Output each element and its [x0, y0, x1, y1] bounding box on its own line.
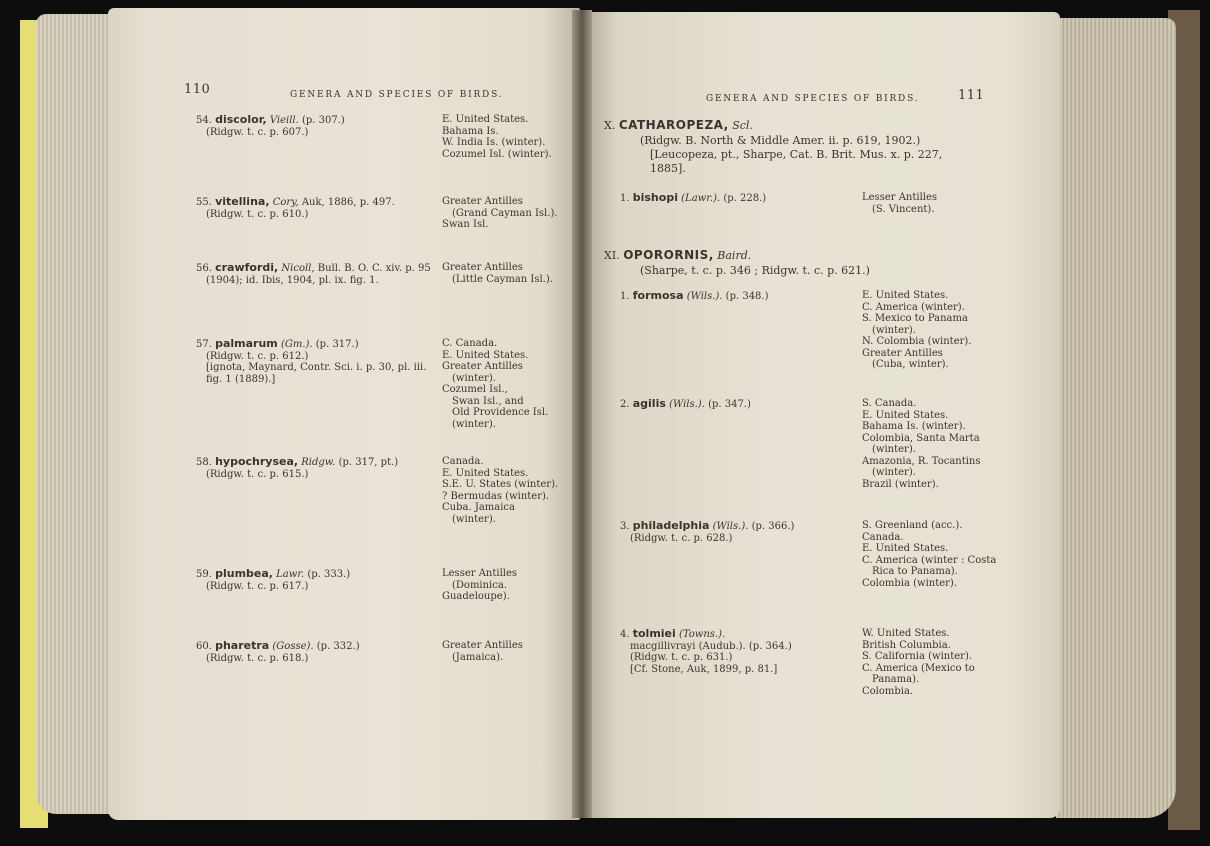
range-line: Colombia (winter).: [862, 577, 958, 589]
range-line: Guadeloupe).: [442, 591, 510, 602]
species-number: 4.: [620, 629, 633, 640]
species-range: [442, 114, 552, 160]
range-line: Greater Antilles: [442, 196, 523, 207]
species-ref-line: [Cf. Stone, Auk, 1899, p. 81.]: [630, 663, 778, 675]
species-author: (Wils.).: [686, 291, 723, 302]
range-line: Colombia.: [862, 685, 914, 697]
species-ref-line: macgillivrayi (Audub.). (p. 364.): [630, 640, 792, 652]
range-line: Brazil (winter).: [862, 478, 939, 490]
genus-x-refs: [640, 134, 942, 176]
species-number: 57.: [196, 339, 216, 350]
species-name: palmarum: [215, 337, 278, 350]
range-line: (Cuba, winter).: [872, 359, 949, 370]
right-running-head: GENERA AND SPECIES OF BIRDS.: [706, 94, 920, 104]
species-name: formosa: [632, 289, 684, 302]
species-ref-line: (Ridgw. t. c. p. 615.): [206, 468, 309, 480]
species-range: [442, 196, 558, 231]
species-author: Nicoll,: [281, 263, 315, 274]
species-author: (Towns.).: [678, 629, 726, 640]
species-range: [862, 398, 981, 490]
species-author: (Gosse).: [272, 641, 314, 652]
genus-x-ref-line: 1885].: [650, 162, 686, 175]
species-line: [196, 568, 350, 581]
species-line: [196, 196, 395, 209]
range-line: E. United States.: [442, 349, 529, 361]
species-line: [196, 456, 398, 469]
species-author: Vieill.: [269, 115, 299, 126]
species-ref: Bull. B. O. C. xiv. p. 95: [317, 263, 431, 274]
species-number: 58.: [196, 457, 216, 468]
range-line: (winter).: [872, 467, 916, 478]
range-line: Lesser Antilles: [442, 568, 518, 579]
range-line: S. Canada.: [862, 398, 917, 409]
species-number: 59.: [196, 569, 216, 580]
species-entry: [196, 640, 360, 664]
genus-xi-heading: [604, 248, 751, 263]
range-line: Greater Antilles: [442, 640, 523, 651]
species-name: crawfordi,: [215, 261, 279, 274]
range-line: Lesser Antilles: [862, 192, 938, 203]
species-ref-line: (Ridgw. t. c. p. 610.): [206, 208, 309, 220]
range-line: Rica to Panama).: [872, 566, 958, 577]
range-line: Cuba. Jamaica: [442, 502, 515, 513]
range-line: Panama).: [872, 674, 920, 685]
species-ref: (p. 317, pt.): [338, 457, 399, 468]
species-ref: (p. 333.): [307, 569, 351, 580]
range-line: Old Providence Isl.: [452, 407, 549, 418]
species-number: 55.: [196, 197, 216, 208]
species-range: [862, 520, 996, 589]
species-ref: (p. 347.): [708, 399, 751, 410]
species-range: [442, 262, 553, 285]
range-line: Cozumel Isl. (winter).: [442, 148, 552, 160]
genus-xi-author: Baird.: [717, 249, 752, 262]
species-author: Ridgw.: [301, 457, 336, 468]
left-page-number: 110: [184, 82, 211, 97]
species-entry: [196, 114, 345, 138]
species-range: [442, 640, 523, 663]
species-ref-line: (Ridgw. t. c. p. 618.): [206, 652, 309, 664]
range-line: S.E. U. States (winter).: [442, 479, 559, 490]
species-name: bishopi: [632, 191, 678, 204]
range-line: (winter).: [452, 372, 496, 384]
species-line: [196, 114, 345, 127]
species-author: Cory,: [272, 197, 299, 208]
species-entry: [196, 568, 350, 592]
range-line: Colombia, Santa Marta: [862, 432, 980, 444]
range-line: C. America (Mexico to: [862, 662, 975, 674]
species-ref-line: (Ridgw. t. c. p. 617.): [206, 580, 309, 592]
species-number: 1.: [620, 193, 633, 204]
range-line: Canada.: [862, 531, 904, 543]
range-line: E. United States.: [442, 114, 529, 125]
range-line: (Dominica.: [452, 579, 507, 591]
species-author: (Gm.).: [280, 339, 313, 350]
range-line: (winter).: [452, 513, 496, 525]
left-page-stack: [36, 14, 112, 814]
range-line: British Columbia.: [862, 639, 951, 651]
species-entry: [196, 262, 431, 286]
genus-xi-ref-line: (Sharpe, t. c. p. 346 ; Ridgw. t. c. p. 621.): [640, 264, 870, 277]
species-number: 60.: [196, 641, 216, 652]
species-line: [620, 290, 769, 303]
species-number: 2.: [620, 399, 633, 410]
species-ref-line: fig. 1 (1889).]: [206, 373, 276, 385]
range-line: (S. Vincent).: [872, 203, 935, 215]
range-line: (winter).: [872, 324, 916, 336]
species-entry: [196, 456, 398, 480]
genus-x-author: Scl.: [732, 119, 753, 132]
species-range: [862, 290, 971, 371]
species-entry: [620, 520, 794, 544]
species-name: hypochrysea,: [215, 455, 299, 468]
range-line: Swan Isl., and: [452, 395, 524, 407]
species-line: [196, 640, 360, 653]
species-range: [442, 456, 558, 525]
range-line: E. United States.: [862, 409, 949, 421]
genus-x-heading: [604, 118, 753, 133]
range-line: Greater Antilles: [442, 262, 523, 273]
species-name: agilis: [632, 397, 666, 410]
range-line: W. India Is. (winter).: [442, 137, 546, 148]
range-line: Amazonia, R. Tocantins: [862, 455, 981, 467]
species-ref-line: (Ridgw. t. c. p. 607.): [206, 126, 309, 138]
range-line: (Jamaica).: [452, 651, 504, 663]
species-ref-line: [ignota, Maynard, Contr. Sci. i. p. 30, pl. iii.: [206, 362, 427, 373]
species-name: discolor,: [215, 113, 267, 126]
species-author: (Wils.).: [712, 521, 749, 532]
genus-xi-refs: [640, 264, 870, 278]
genus-x-name: CATHAROPEZA,: [618, 118, 729, 132]
species-ref: (p. 228.): [723, 193, 767, 204]
range-line: (Grand Cayman Isl.).: [452, 207, 558, 219]
range-line: Bahama Is. (winter).: [862, 421, 966, 432]
species-entry: [196, 196, 395, 220]
species-author: (Wils.).: [669, 399, 705, 410]
species-author: Lawr.: [276, 569, 305, 580]
species-ref: (p. 307.): [302, 115, 345, 126]
range-line: E. United States.: [862, 543, 949, 554]
range-line: W. United States.: [862, 628, 950, 639]
species-number: 54.: [196, 115, 216, 126]
range-line: Swan Isl.: [442, 219, 489, 230]
species-ref-line: (1904); id. Ibis, 1904, pl. ix. fig. 1.: [206, 274, 379, 286]
species-ref: Auk, 1886, p. 497.: [301, 197, 395, 208]
range-line: C. America (winter : Costa: [862, 554, 997, 566]
species-ref: (p. 348.): [725, 291, 769, 302]
species-ref: (p. 317.): [315, 339, 359, 350]
species-name: vitellina,: [215, 195, 270, 208]
species-ref-line: (Ridgw. t. c. p. 612.): [206, 350, 309, 362]
book-gutter: [572, 10, 592, 818]
species-name: tolmiei: [632, 627, 676, 640]
genus-xi-name: OPORORNIS,: [623, 248, 714, 262]
species-author: (Lawr.).: [681, 193, 721, 204]
species-ref-line: (Ridgw. t. c. p. 628.): [630, 532, 733, 544]
species-ref: (p. 366.): [751, 521, 795, 532]
species-entry: [620, 290, 769, 303]
range-line: S. California (winter).: [862, 651, 973, 662]
range-line: (winter).: [872, 444, 916, 455]
species-entry: [620, 398, 751, 411]
range-line: Cozumel Isl.,: [442, 384, 508, 395]
species-name: pharetra: [215, 639, 270, 652]
species-range: [862, 192, 937, 215]
range-line: Greater Antilles: [862, 347, 943, 359]
species-line: [196, 338, 426, 351]
species-range: [442, 568, 517, 603]
species-ref: (p. 332.): [316, 641, 360, 652]
species-number: 3.: [620, 521, 633, 532]
range-line: (winter).: [452, 418, 496, 430]
right-page-stack: [1056, 18, 1176, 818]
range-line: S. Mexico to Panama: [862, 313, 968, 324]
genus-xi-numeral: XI.: [604, 249, 620, 262]
range-line: N. Colombia (winter).: [862, 336, 972, 347]
species-range: [862, 628, 975, 697]
species-ref-line: (Ridgw. t. c. p. 631.): [630, 652, 733, 663]
range-line: Canada.: [442, 456, 484, 467]
species-name: philadelphia: [632, 519, 710, 532]
species-number: 56.: [196, 263, 216, 274]
range-line: ? Bermudas (winter).: [442, 490, 550, 502]
range-line: S. Greenland (acc.).: [862, 520, 963, 531]
range-line: Greater Antilles: [442, 361, 523, 372]
species-entry: [196, 338, 426, 385]
range-line: E. United States.: [862, 290, 949, 301]
species-line: [620, 192, 766, 205]
range-line: E. United States.: [442, 467, 529, 479]
range-line: (Little Cayman Isl.).: [452, 273, 553, 285]
genus-x-ref-line: [Leucopeza, pt., Sharpe, Cat. B. Brit. Mus. x. p. 227,: [650, 148, 943, 161]
species-range: [442, 338, 548, 430]
species-line: [196, 262, 431, 275]
species-name: plumbea,: [215, 567, 273, 580]
left-running-head: GENERA AND SPECIES OF BIRDS.: [290, 90, 504, 100]
range-line: C. Canada.: [442, 338, 498, 349]
species-line: [620, 628, 792, 641]
right-page-number: 111: [958, 88, 985, 103]
genus-x-ref-line: (Ridgw. B. North & Middle Amer. ii. p. 619, 1902.): [640, 134, 921, 147]
species-entry: [620, 628, 792, 675]
species-entry: [620, 192, 766, 205]
range-line: Bahama Is.: [442, 125, 499, 137]
species-line: [620, 398, 751, 411]
species-number: 1.: [620, 291, 633, 302]
range-line: C. America (winter).: [862, 301, 965, 313]
species-line: [620, 520, 794, 533]
genus-x-numeral: X.: [604, 119, 616, 132]
